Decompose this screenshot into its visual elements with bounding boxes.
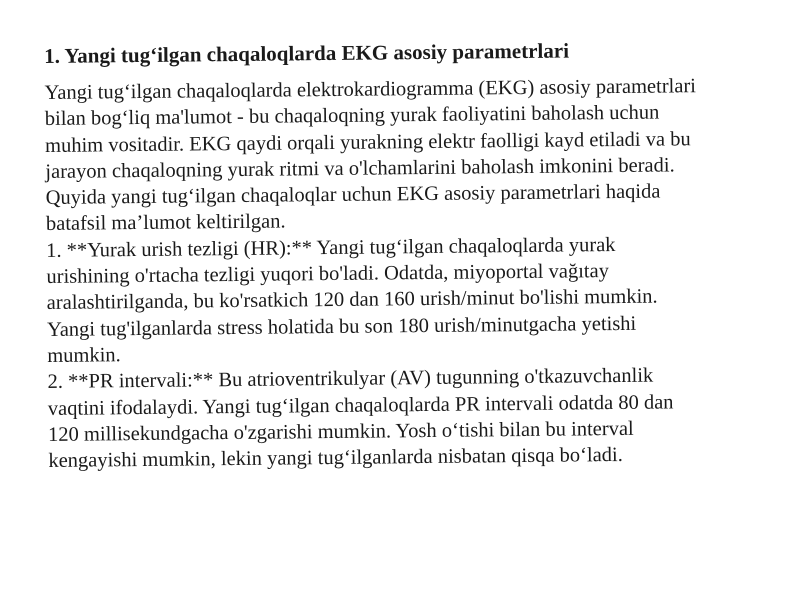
text-line: mumkin. [47, 344, 121, 367]
text-line: urishining o'rtacha tezligi yuqori bo'ladi. Odatda, miyoportal vağıtay [46, 260, 610, 289]
text-line: 2. **PR intervali:** Bu atrioventrikulyar (AV) tugunning o'tkazuvchanlik [47, 364, 654, 394]
document-body [44, 34, 788, 474]
list-item-heart-rate [46, 230, 787, 369]
text-line: Yangi tug'ilganlarda stress holatida bu son 180 urish/minutgacha yetishi [46, 312, 637, 341]
section-heading: 1. Yangi tug‘ilgan chaqaloqlarda EKG asosiy parametrlari [44, 38, 570, 68]
text-line: Yangi tug‘ilgan chaqaloqlarda elektrokardiogramma (EKG) asosiy parametrlari [44, 75, 697, 104]
text-line: bilan bog‘liq ma'lumot - bu chaqaloqning yurak faoliyatini baholash uchun [44, 101, 660, 131]
intro-paragraph [44, 72, 786, 238]
text-line: 120 millisekundgacha o'zgarishi mumkin. Yosh o‘tishi bilan bu interval [47, 417, 634, 446]
text-line: vaqtini ifodalaydi. Yangi tug‘ilgan chaqaloqlarda PR intervali odatda 80 dan [47, 390, 674, 420]
text-line: aralashtirilganda, bu ko'rsatkich 120 dan 160 urish/minut bo'lishi mumkin. [46, 285, 658, 315]
text-line: batafsil ma’lumot keltirilgan. [45, 210, 286, 236]
text-line: Quyida yangi tug‘ilgan chaqaloqlar uchun EKG asosiy parametrlari haqida [45, 180, 661, 210]
text-line: jarayon chaqaloqning yurak ritmi va o'lchamlarini baholash imkonini beradi. [45, 154, 675, 183]
text-line: kengayishi mumkin, lekin yangi tug‘ilganlarda nisbatan qisqa bo‘ladi. [48, 444, 623, 473]
list-item-pr-interval [47, 361, 788, 474]
text-line: 1. **Yurak urish tezligi (HR):** Yangi tug‘ilgan chaqaloqlarda yurak [46, 233, 616, 262]
text-line: muhim vositadir. EKG qaydi orqali yurakning elektr faolligi kayd etiladi va bu [44, 127, 691, 157]
